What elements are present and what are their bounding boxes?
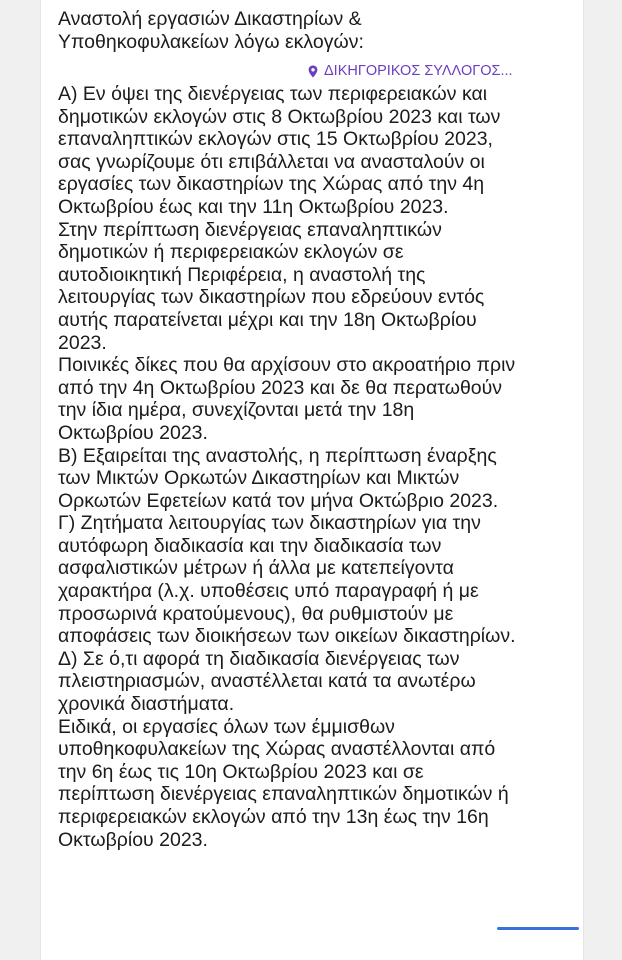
body-line: Στην περίπτωση διενέργειας επαναληπτικών	[58, 218, 442, 241]
body-line: αυτής παρατείνεται μέχρι και την 18η Οκτωβρίου	[58, 308, 477, 331]
body-line: δημοτικών εκλογών στις 8 Οκτωβρίου 2023 και των	[58, 105, 501, 128]
body-line: την 6η έως τις 10η Οκτωβρίου 2023 και σε	[58, 760, 424, 783]
scroll-indicator	[497, 927, 579, 930]
body-line: περίπτωση διενέργειας επαναληπτικών δημοτικών ή	[58, 783, 509, 806]
map-pin-icon	[308, 65, 318, 78]
body-line: επαναληπτικών εκλογών στις 15 Οκτωβρίου 2023,	[58, 128, 493, 151]
body-line: χαρακτήρα (λ.χ. υποθέσεις υπό παραγραφή ή με	[58, 580, 479, 603]
body-line: των Μικτών Ορκωτών Δικαστηρίων και Μικτών	[58, 467, 460, 490]
body-line: αυτοδιοικητική Περιφέρεια, η αναστολή της	[58, 263, 426, 286]
post-title	[58, 8, 578, 54]
body-line: περιφερειακών εκλογών από την 13η έως την 16η	[58, 806, 489, 828]
body-line: εργασίες των δικαστηρίων της Χώρας από την 4η	[58, 173, 485, 196]
location-label: ΔΙΚΗΓΟΡΙΚΟΣ ΣΥΛΛΟΓΟΣ...	[324, 63, 513, 79]
body-line: Α) Εν όψει της διενέργειας των περιφερειακών και	[58, 83, 488, 105]
body-line: από την 4η Οκτωβρίου 2023 και δε θα περατωθούν	[58, 376, 503, 399]
body-line: Ορκωτών Εφετείων κατά τον μήνα Οκτώβριο 2023.	[58, 489, 499, 512]
body-line: Οκτωβρίου έως και την 11η Οκτωβρίου 2023.	[58, 195, 449, 218]
title-line: Υποθηκοφυλακείων λόγω εκλογών:	[58, 31, 364, 53]
location-tag[interactable]	[308, 61, 513, 81]
body-line: χρονικά διαστήματα.	[58, 693, 235, 716]
post-body	[58, 83, 588, 851]
body-line: Ποινικές δίκες που θα αρχίσουν στο ακροατήριο πριν	[58, 354, 516, 377]
body-line: πλειστηριασμών, αναστέλλεται κατά τα ανωτέρω	[58, 670, 476, 693]
body-line: Δ) Σε ό,τι αφορά τη διαδικασία διενέργειας των	[58, 647, 460, 670]
body-line: 2023.	[58, 331, 107, 354]
body-line: Ειδικά, οι εργασίες όλων των έμμισθων	[58, 715, 395, 738]
body-line: Γ) Ζητήματα λειτουργίας των δικαστηρίων για την	[58, 512, 481, 535]
body-line: Οκτωβρίου 2023.	[58, 828, 208, 851]
body-line: σας γνωρίζουμε ότι επιβάλλεται να ανασταλούν οι	[58, 150, 485, 173]
body-line: την ίδια ημέρα, συνεχίζονται μετά την 18η	[58, 399, 415, 422]
body-line: λειτουργίας των δικαστηρίων που εδρεύουν εντός	[58, 286, 485, 309]
body-line: αυτόφωρη διαδικασία και την διαδικασία των	[58, 534, 442, 557]
body-line: αποφάσεις των διοικήσεων των οικείων δικαστηρίων.	[58, 625, 516, 648]
body-line: ασφαλιστικών μέτρων ή άλλα με κατεπείγοντα	[58, 557, 454, 580]
body-line: Β) Εξαιρείται της αναστολής, η περίπτωση έναρξης	[58, 444, 497, 467]
title-line: Αναστολή εργασιών Δικαστηρίων &	[58, 8, 362, 30]
body-line: υποθηκοφυλακείων της Χώρας αναστέλλονται από	[58, 738, 496, 761]
body-line: προσωρινά κρατούμενους), θα ρυθμιστούν με	[58, 602, 454, 625]
body-line: δημοτικών ή περιφερειακών εκλογών σε	[58, 241, 404, 264]
body-line: Οκτωβρίου 2023.	[58, 421, 208, 444]
